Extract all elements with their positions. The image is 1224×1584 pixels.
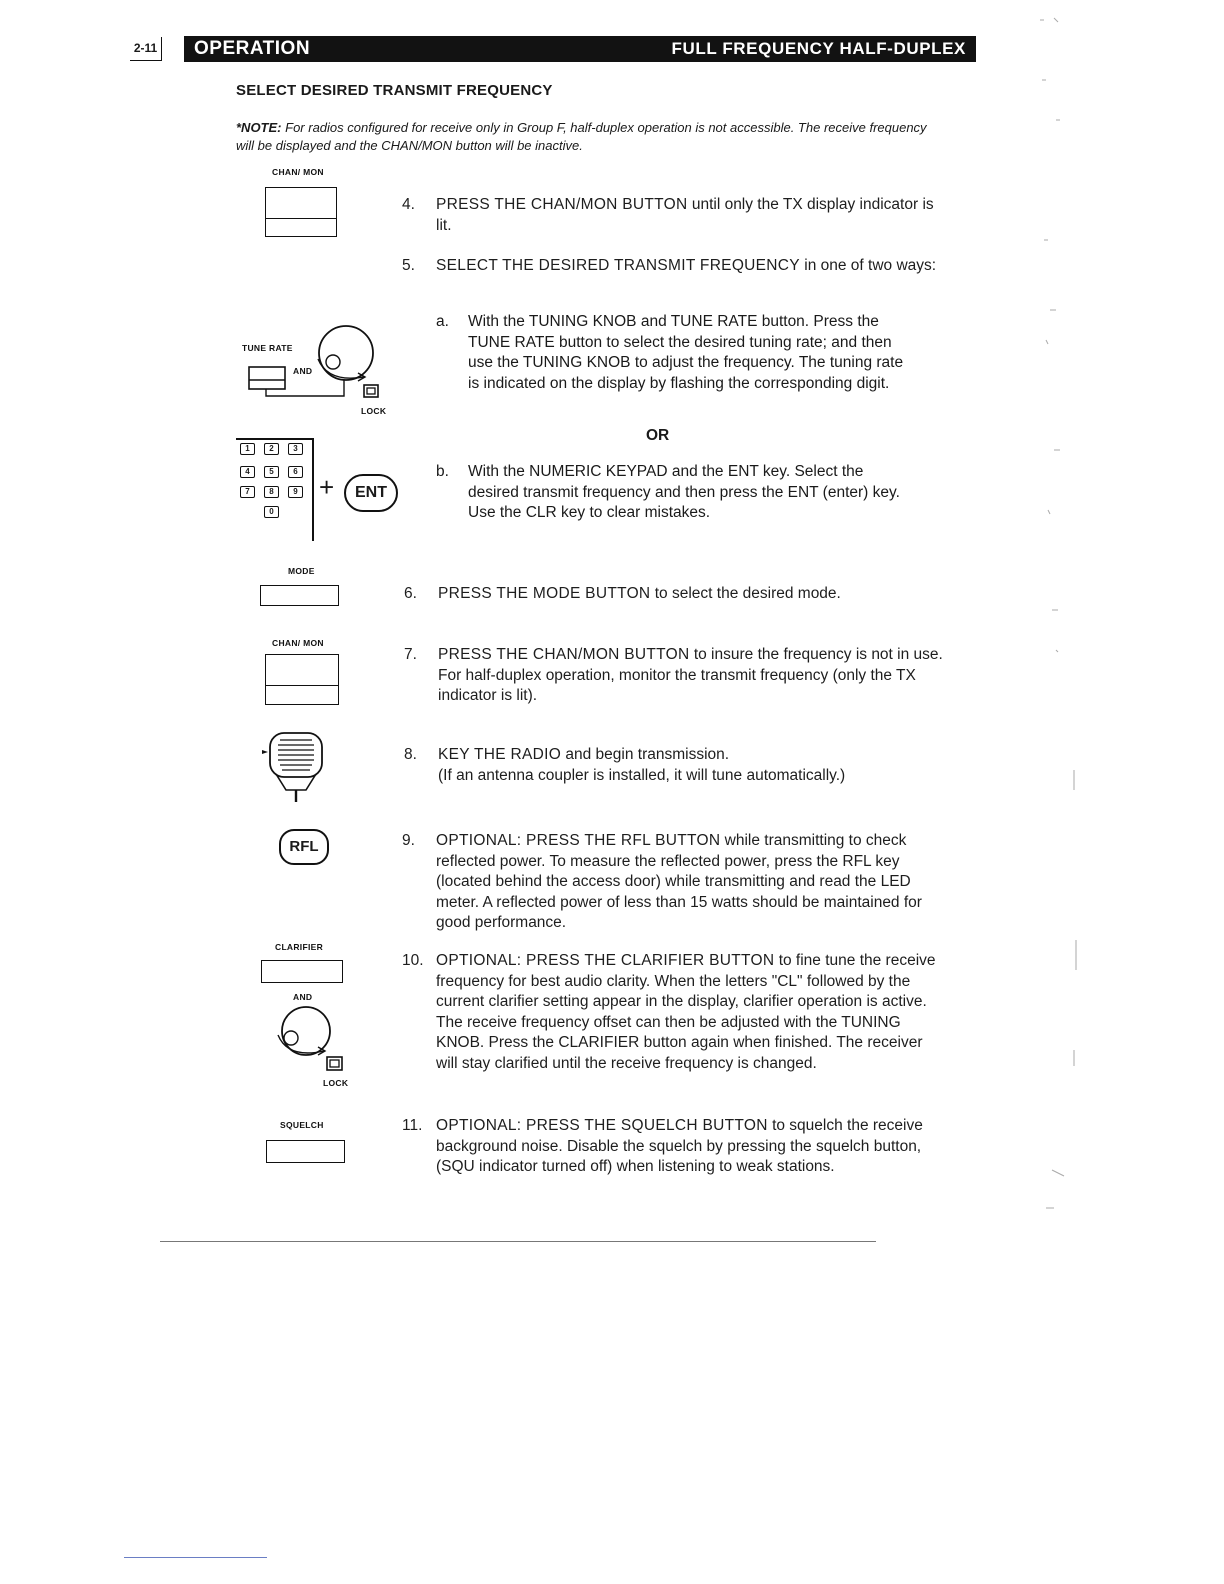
- keypad-key: 6: [288, 466, 303, 478]
- scan-specks-decoration: [1030, 10, 1090, 1210]
- step-number: 10.: [402, 952, 424, 969]
- step-caps: KEY THE RADIO: [438, 746, 562, 763]
- and-label-2: AND: [293, 992, 313, 1002]
- footer-rule: [160, 1241, 876, 1242]
- step-text: to select the desired mode.: [654, 585, 841, 602]
- step-number: 4.: [402, 196, 415, 213]
- step-number: 8.: [404, 746, 417, 763]
- chan-mon-label-2: CHAN/ MON: [272, 638, 324, 648]
- step-caps: OPTIONAL: PRESS THE RFL BUTTON: [436, 832, 721, 849]
- lock-label-2: LOCK: [323, 1078, 349, 1088]
- step-caps: PRESS THE MODE BUTTON: [438, 585, 651, 602]
- plus-sign: +: [319, 472, 335, 502]
- note-text: For radios configured for receive only in Group F, half-duplex operation is not accessible. The receive frequency will be displayed and the CHAN/MON button will be inactive.: [236, 120, 927, 153]
- step-text: and begin transmission.: [565, 746, 730, 763]
- step-note: (If an antenna coupler is installed, it will tune automatically.): [438, 766, 846, 784]
- step-caps: OPTIONAL: PRESS THE CLARIFIER BUTTON: [436, 952, 775, 969]
- lock-label-1: LOCK: [361, 406, 387, 416]
- page-title: SELECT DESIRED TRANSMIT FREQUENCY: [236, 82, 553, 99]
- tuning-knob-icon: [248, 325, 398, 415]
- mode-button-icon: [260, 585, 339, 606]
- step-number: 7.: [404, 646, 417, 663]
- or-separator: OR: [646, 427, 670, 444]
- keypad-divider: [312, 438, 314, 541]
- step-caps: OPTIONAL: PRESS THE SQUELCH BUTTON: [436, 1117, 768, 1134]
- step-caps: SELECT THE DESIRED TRANSMIT FREQUENCY: [436, 257, 800, 274]
- note-lead: *NOTE:: [236, 120, 282, 135]
- step-number: 5.: [402, 257, 415, 274]
- section-name: OPERATION: [194, 38, 311, 59]
- step-text: to squelch the receive background noise. Disable the squelch by pressing the squelch button,(SQU indicator turned off) when listening to weak stations.: [436, 1117, 923, 1175]
- step-text: in one of two ways:: [804, 257, 937, 274]
- ent-key-icon: ENT: [344, 474, 398, 512]
- step-number: b.: [436, 463, 449, 480]
- step-caps: PRESS THE CHAN/MON BUTTON: [436, 196, 688, 213]
- step-caps: PRESS THE CHAN/MON BUTTON: [438, 646, 690, 663]
- chapter-name: FULL FREQUENCY HALF-DUPLEX: [671, 39, 966, 58]
- keypad-key: 4: [240, 466, 255, 478]
- step-text: With the NUMERIC KEYPAD and the ENT key. Select the desired transmit frequency and then press the ENT (enter) key. Use the CLR key to clear mistakes.: [468, 463, 900, 521]
- mode-label: MODE: [288, 566, 315, 576]
- note: [236, 119, 936, 155]
- clarifier-button-icon: [261, 960, 343, 983]
- microphone-icon: [258, 730, 328, 805]
- step-text: With the TUNING KNOB and TUNE RATE button. Press the TUNE RATE button to select the desired tuning rate; and then use the TUNING KNOB to adjust the frequency. The tuning rate is indicated on the display by flashing the corresponding digit.: [468, 313, 904, 392]
- keypad-key: 9: [288, 486, 303, 498]
- keypad-key: 8: [264, 486, 279, 498]
- numeric-keypad-icon: [240, 443, 312, 523]
- step-number: 9.: [402, 832, 415, 849]
- step-text: to insure the frequency is not in use. For half-duplex operation, monitor the transmit frequency (only the TX indicator is lit).: [438, 646, 943, 704]
- tune-rate-label: TUNE RATE: [242, 343, 293, 353]
- clarifier-knob-icon: [258, 1005, 358, 1085]
- step-text: while transmitting to check reflected power. To measure the reflected power, press the RFL key (located behind the access door) while transmitting and read the LED meter. A reflected power of less than 15 watts should be maintained for good performance.: [436, 832, 922, 931]
- step-number: a.: [436, 313, 449, 330]
- keypad-key: 2: [264, 443, 279, 455]
- chan-mon-label-1: CHAN/ MON: [272, 167, 324, 177]
- chan-mon-button-icon-1: [265, 187, 337, 237]
- keypad-key: 3: [288, 443, 303, 455]
- squelch-label: SQUELCH: [280, 1120, 324, 1130]
- page-number: 2-11: [130, 37, 162, 61]
- rfl-button-icon: RFL: [279, 829, 329, 865]
- keypad-key: 7: [240, 486, 255, 498]
- keypad-key: 1: [240, 443, 255, 455]
- keypad-top-line: [236, 438, 314, 440]
- header-bar: [184, 36, 976, 62]
- keypad-key: 0: [264, 506, 279, 518]
- squelch-button-icon: [266, 1140, 345, 1163]
- chan-mon-button-icon-2: [265, 654, 339, 705]
- step-number: 11.: [402, 1117, 423, 1134]
- step-text: to fine tune the receive frequency for best audio clarity. When the letters "CL" followed by the current clarifier setting appear in the display, clarifier operation is active. The receive frequency offset can then be adjusted with the TUNING KNOB. Press the CLARIFIER button again when finished. The receiver will stay clarified until the receive frequency is changed.: [436, 952, 936, 1072]
- keypad-key: 5: [264, 466, 279, 478]
- and-label-1: AND: [293, 366, 313, 376]
- step-text: until only the TX display indicator is lit.: [436, 196, 934, 234]
- step-number: 6.: [404, 585, 417, 602]
- clarifier-label: CLARIFIER: [275, 942, 324, 952]
- bottom-link-line: [124, 1557, 267, 1558]
